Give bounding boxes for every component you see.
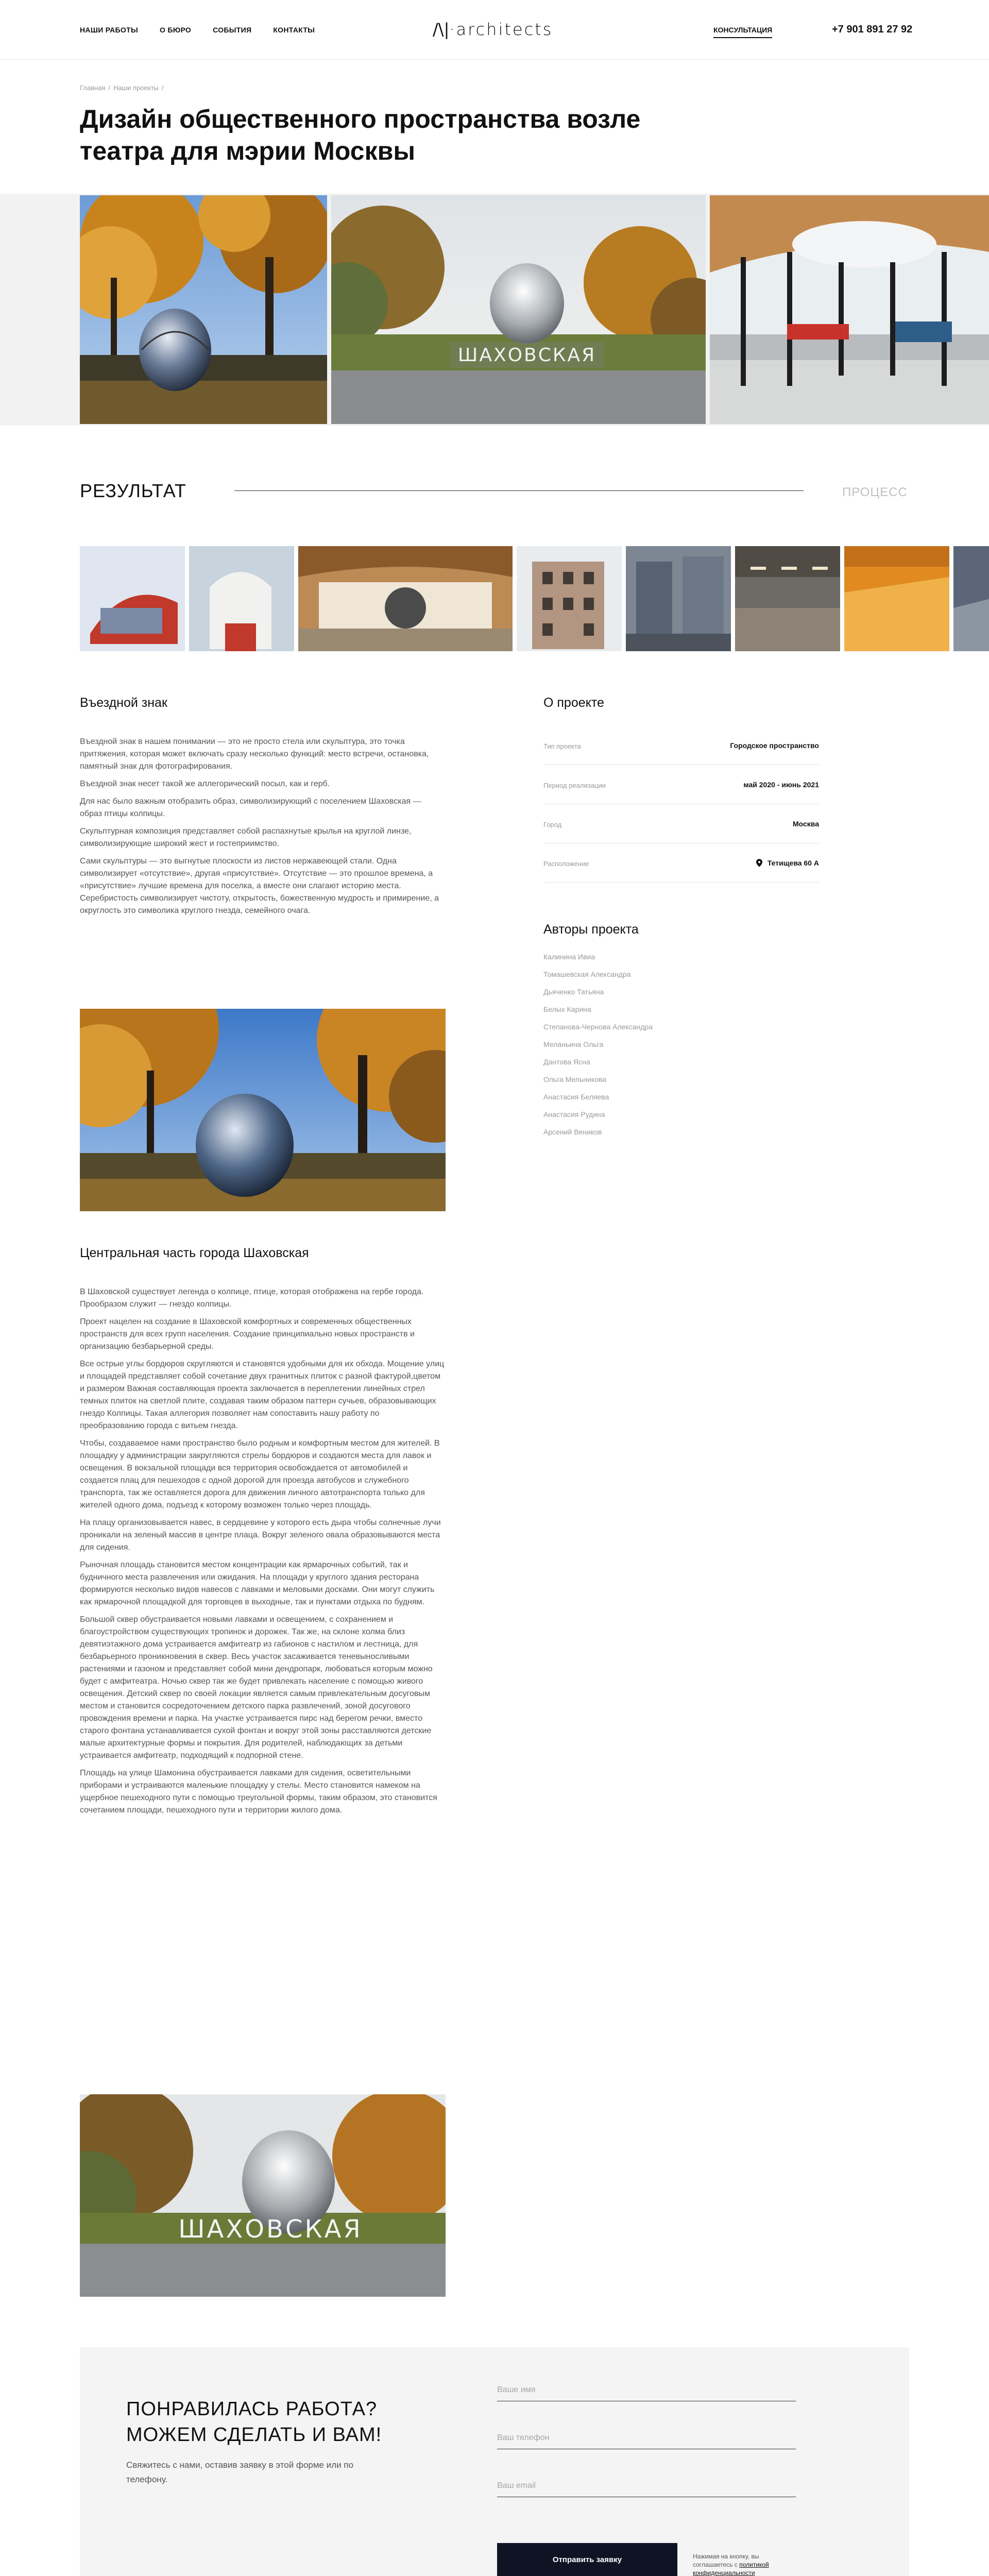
thumbnail-image xyxy=(189,546,294,651)
gallery-photo-pavilion[interactable] xyxy=(710,195,989,424)
meta-value: май 2020 - июнь 2021 xyxy=(743,781,819,789)
breadcrumb-home[interactable]: Главная xyxy=(80,84,106,92)
nav-contacts[interactable]: КОНТАКТЫ xyxy=(273,26,315,34)
main-nav xyxy=(80,26,315,34)
map-pin-icon xyxy=(756,859,762,867)
nav-events[interactable]: СОБЫТИЯ xyxy=(213,26,252,34)
thumbnail-image xyxy=(626,546,731,651)
project-authors xyxy=(543,922,819,1145)
thumbnail[interactable] xyxy=(953,546,989,651)
paragraph: Скульптурная композиция представляет собой распахнутые крылья на круглой линзе, символизирующие широкий жест и гостеприимство. xyxy=(80,827,412,848)
breadcrumb-separator: / xyxy=(161,84,164,92)
entry-sign-image xyxy=(331,195,706,424)
city-center-text xyxy=(80,1286,446,1822)
paragraph: Въездной знак несет такой же аллегорический посыл, как и герб. xyxy=(80,779,330,788)
city-center-title: Центральная часть города Шаховская xyxy=(80,1246,309,1260)
phone-input[interactable] xyxy=(497,2429,796,2447)
thumbnail[interactable] xyxy=(298,546,513,651)
thumbnail-image xyxy=(80,546,185,651)
sign-closeup-photo xyxy=(80,2094,446,2297)
meta-row-location xyxy=(543,843,819,883)
logo-mark: /\| xyxy=(433,20,450,39)
thumbnail-image xyxy=(517,546,622,651)
thumbnail-image xyxy=(953,546,989,651)
thumbnail-image xyxy=(844,546,949,651)
sign-lettering: ШАХОВСКАЯ xyxy=(178,2215,363,2244)
consultation-link[interactable]: КОНСУЛЬТАЦИЯ xyxy=(713,26,772,38)
author-name: Арсений Веников xyxy=(543,1128,602,1136)
paragraph: Рыночная площадь становится местом концентрации как ярмарочных событий, так и будничного места развлечения или ожидания. На площади у круглого здания ресторана формируются несколько видов навесов с лавками и меловыми досками. Они могут служить как ярмарочной площадкой для торговцев в выходные, так и пунктами отдыха по будням. xyxy=(80,1561,435,1606)
author-name: Анастасия Беляева xyxy=(543,1093,609,1101)
meta-row-city xyxy=(543,804,819,843)
meta-value: Москва xyxy=(792,820,819,828)
thumbnail[interactable] xyxy=(735,546,840,651)
hero-gallery xyxy=(0,194,989,426)
thumbnail[interactable] xyxy=(626,546,731,651)
contact-form xyxy=(80,2347,909,2576)
name-input[interactable] xyxy=(497,2381,796,2399)
author-name: Степанова-Чернова Александра xyxy=(543,1023,653,1031)
sign-lettering: ШАХОВСКАЯ xyxy=(457,345,596,366)
entry-sign-title: Въездной знак xyxy=(80,696,167,710)
meta-value: Тетищева 60 А xyxy=(767,859,819,867)
breadcrumb-separator: / xyxy=(108,84,111,92)
logo[interactable] xyxy=(433,20,553,39)
result-tab[interactable]: РЕЗУЛЬТАТ xyxy=(80,480,186,501)
sign-closeup-image xyxy=(80,2094,446,2297)
consent-text: Нажимая на кнопку, вы соглашаетесь с xyxy=(693,2553,759,2568)
breadcrumb-projects[interactable]: Наши проекты xyxy=(113,84,159,92)
process-tab[interactable]: ПРОЦЕСС xyxy=(842,485,908,499)
page-title: Дизайн общественного пространства возле театра для мэрии Москвы xyxy=(80,105,641,165)
meta-value: Городское пространство xyxy=(730,741,819,750)
entry-sign-text xyxy=(80,736,446,922)
paragraph: Все острые углы бордюров скругляются и становятся удобными для их обхода. Мощение улиц и площадей представляет собой сочетание двух гранитных плиток с разной фактурой,цветом и размером Важная составляющая проекта заключается в переплетении линейных стрел темных плиток на светлой плите, создавая таким образом паттерн сучьев, образовывающих гнездо Колпицы. Такая аллегория позволяет нам сопоставить нашу работу по преобразованию города с витьем гнезда. xyxy=(80,1360,445,1430)
author-name: Дьяченко Татьяна xyxy=(543,988,604,996)
meta-row-type xyxy=(543,726,819,765)
logo-text: ·architects xyxy=(449,20,553,39)
gallery-photo-sculpture[interactable] xyxy=(80,195,327,424)
meta-key: Расположение xyxy=(543,860,589,868)
privacy-policy-link[interactable]: политикой конфиденциальности xyxy=(693,2561,769,2576)
paragraph: В Шаховской существует легенда о колпице, птице, которая отображена на гербе города. Прообразом служит — гнездо колпицы. xyxy=(80,1287,424,1309)
author-name: Анастасия Рудина xyxy=(543,1110,605,1118)
thumbnail[interactable] xyxy=(80,546,185,651)
header-phone[interactable]: +7 901 891 27 92 xyxy=(832,24,913,35)
meta-location-value[interactable] xyxy=(756,859,819,867)
paragraph: Площадь на улице Шамонина обустраивается лавками для сидения, осветительными приборами и устраиваются маленькие площадку у стелы. Место становится намеком на ущербное пешеходного пути с помощью треугольной формы, таким образом, это становится сочетанием площади, пешеходного пути и территории жилого дома. xyxy=(80,1769,437,1815)
email-input[interactable] xyxy=(497,2477,796,2495)
nav-our-works[interactable]: НАШИ РАБОТЫ xyxy=(80,26,138,34)
paragraph: Для нас было важным отобразить образ, символизирующий с поселением Шаховская — образ птицы колпицы. xyxy=(80,797,421,818)
authors-title: Авторы проекта xyxy=(543,922,639,937)
paragraph: Чтобы, создаваемое нами пространство было родным и комфортным местом для жителей. В площадку у администрации закругляются стрелы бордюров и создаются места для лавок и освещения. В вокзальной площади вся территория освобождается от автомобилей и создается плац для пешеходов с одной дорогой для проезда автобусов и служебного транспорта, так же оставляется дорога для движения личного автотранспорта только для жителей одного дома, подъезд к которому возможен только через площадь. xyxy=(80,1439,440,1510)
pavilion-image xyxy=(710,195,989,424)
meta-key: Город xyxy=(543,821,562,828)
author-name: Томашевская Александра xyxy=(543,970,631,978)
result-thumbnails xyxy=(80,546,989,654)
author-name: Меланьина Ольга xyxy=(543,1040,604,1048)
thumbnail-image xyxy=(298,546,513,651)
result-header xyxy=(80,480,909,501)
paragraph: Въездной знак в нашем понимании — это не просто стела или скульптура, это точка притяжения, которая может включать сразу несколько функций: место встречи, остановка, памятный знак для фотографирования. xyxy=(80,737,429,771)
author-name: Калинина Ивиа xyxy=(543,953,595,961)
thumbnail[interactable] xyxy=(189,546,294,651)
consent-note xyxy=(693,2552,791,2576)
paragraph: Проект нацелен на создание в Шаховской комфортных и современных общественных пространств для всех групп населения. Создание принципиально новых пространств и организацию безбарьерной среды. xyxy=(80,1317,415,1351)
project-info xyxy=(543,696,819,883)
thumbnail[interactable] xyxy=(844,546,949,651)
about-title: О проекте xyxy=(543,696,604,710)
project-meta xyxy=(543,726,819,883)
authors-list xyxy=(543,953,819,1145)
entry-sign-photo xyxy=(80,1009,446,1211)
site-header xyxy=(0,0,989,60)
thumbnail-image xyxy=(735,546,840,651)
author-name: Дантова Ясна xyxy=(543,1058,590,1066)
meta-key: Тип проекта xyxy=(543,742,581,750)
gallery-photo-entry-sign[interactable] xyxy=(331,195,706,424)
email-field xyxy=(497,2477,796,2497)
phone-field xyxy=(497,2429,796,2449)
form-subtitle: Свяжитесь с нами, оставив заявку в этой форме или по телефону. xyxy=(126,2460,354,2484)
thumbnail[interactable] xyxy=(517,546,622,651)
name-field xyxy=(497,2381,796,2401)
paragraph: Большой сквер обустраивается новыми лавками и освещением, с сохранением и благоустройством существующих тропинок и дорожек. Так же, на склоне холма близ девятиэтажного дома устраивается амфитеатр из габионов с настилом и лестница, для безбарьерного проникновения в сквер. Весь участок засаживается теневыносливыми растениями и газоном и представляет собой мини дендропарк, любоваться которым можно будет с амфитеатра. Ночью сквер так же будет привлекать население с помощью живого освещения. Детский сквер по своей локации является самым привлекательным досуговым местом и становится сосредоточением детского парка развлечений, зоной досугового провождения времени и парка. На участке устраивается пирс над берегом речки, вместо старого фонтана устанавливается сухой фонтан и вокруг этой зоны расставляются детские малые архитектурные формы и покрытия. Для родителей, наблюдающих за детьми устраивается амфитеатр, подходящий к подпорной стене. xyxy=(80,1615,433,1760)
meta-key: Период реализации xyxy=(543,782,606,789)
paragraph: Сами скульптуры — это выгнутые плоскости из листов нержавеющей стали. Одна символизирует «отсутствие», другая «присутствие». Отсутствие — это прошлое времена, а «присутствие» лучшие времена для поселка, а вместе они слагают историю места. Серебристость символизирует чистоту, открытость, божественную мудрость и примирение, а округлость это символика круглого гнезда, семейного очага. xyxy=(80,857,439,915)
result-divider xyxy=(234,490,804,491)
nav-about[interactable]: О БЮРО xyxy=(159,26,192,34)
author-name: Белых Карина xyxy=(543,1005,591,1013)
autumn-sphere-image xyxy=(80,1009,446,1211)
sculpture-autumn-image xyxy=(80,195,327,424)
meta-row-period xyxy=(543,765,819,804)
breadcrumb xyxy=(80,84,164,92)
form-title: ПОНРАВИЛАСЬ РАБОТА? МОЖЕМ СДЕЛАТЬ И ВАМ! xyxy=(126,2398,382,2446)
author-name: Ольга Мельникова xyxy=(543,1075,606,1083)
submit-button[interactable]: Отправить заявку xyxy=(497,2543,677,2576)
paragraph: На плацу организовывается навес, в сердцевине у которого есть дыра чтобы солнечные лучи проникали на зеленый массив в центре плаца. Вокруг зеленого овала образовываются места для сидения. xyxy=(80,1518,441,1552)
